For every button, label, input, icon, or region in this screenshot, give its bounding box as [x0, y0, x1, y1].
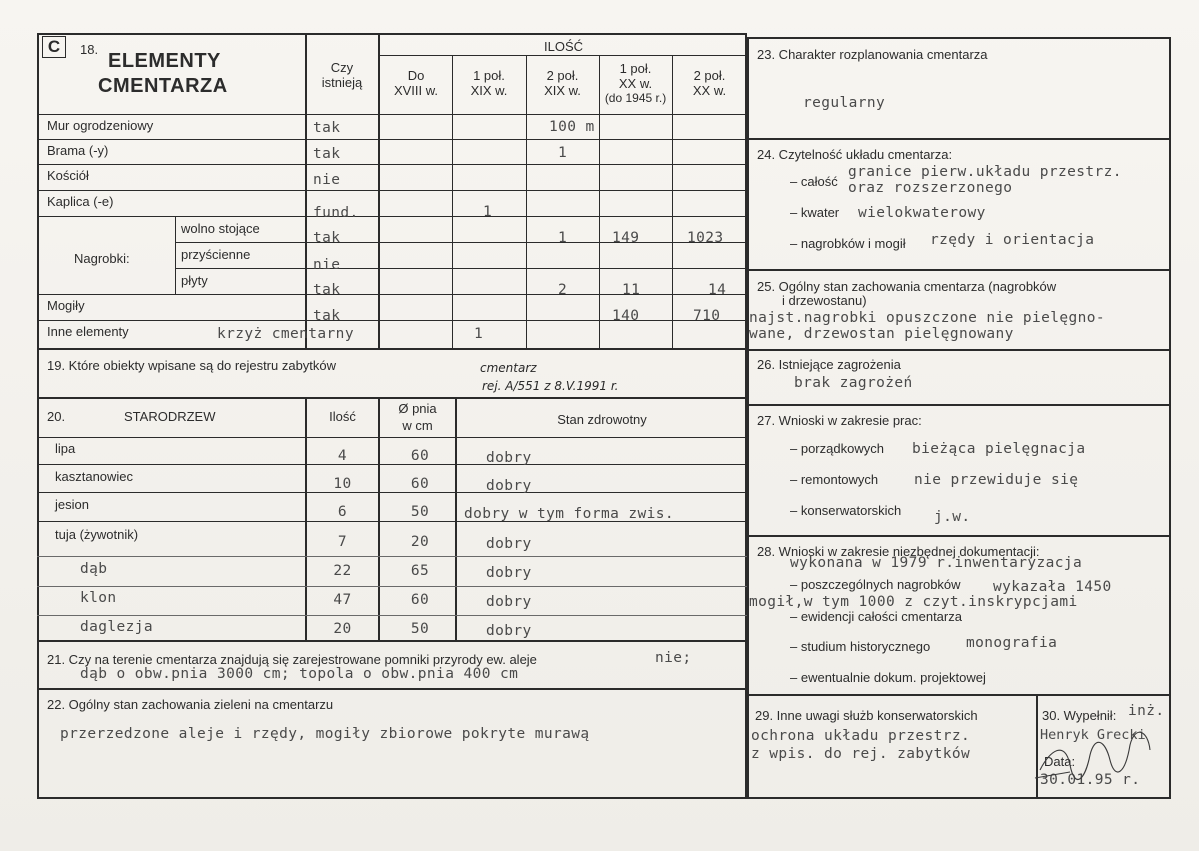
section18-title-line1: ELEMENTY [108, 50, 221, 72]
period-header-4-line3: (do 1945 r.) [604, 91, 667, 105]
row-label-kaplica: Kaplica (-e) [47, 194, 114, 209]
section27-item-label: – porządkowych [790, 441, 884, 456]
section25-label1: 25. Ogólny stan zachowania cmentarza (nagrobków [757, 279, 1057, 294]
tree-health: dobry w tym forma zwis. [464, 506, 674, 522]
row-plyty-p5: 14 [708, 282, 727, 298]
row-label-inne: Inne elementy [47, 324, 129, 339]
section28-label: 28. Wnioski w zakresie niezbędnej dokumentacji: [757, 544, 1040, 559]
row-wolno-p4: 149 [612, 230, 640, 246]
row-mogily-p4: 140 [612, 308, 640, 324]
period-header-3-line2: XIX w. [544, 83, 581, 98]
section28-item2-label: – ewidencji całości cmentarza [790, 609, 962, 624]
row-exists-mogily: tak [313, 308, 341, 324]
col-count-header: Ilość [329, 409, 356, 424]
tree-row-divider [37, 586, 747, 587]
section25-value2: wane, drzewostan pielęgnowany [749, 326, 1014, 342]
section24-nagrobkow-value: rzędy i orientacja [930, 232, 1095, 248]
section19-hand2: rej. A/551 z 8.V.1991 r. [482, 379, 619, 393]
tree-health: dobry [486, 536, 532, 552]
section27-item-value: nie przewiduje się [914, 472, 1079, 488]
row-exists-kaplica: fund. [313, 205, 359, 221]
section27-item-label: – konserwatorskich [790, 503, 902, 518]
section24-label: 24. Czytelność układu cmentarza: [757, 147, 953, 162]
period-header-4-line2: XX w. [618, 76, 653, 91]
section-letter-box [42, 36, 66, 58]
section21-label: 21. Czy na terenie cmentarza znajdują się zarejestrowane pomniki przyrody ew. aleje [47, 652, 537, 667]
row-label-kosciol: Kościół [47, 168, 89, 183]
period-header-2-line1: 1 poł. [473, 68, 505, 83]
section25-label2: i drzewostanu) [782, 293, 867, 308]
tree-count: 22 [333, 563, 352, 579]
period-header-3-line1: 2 poł. [546, 68, 579, 83]
section18-number: 18. [80, 42, 99, 57]
signature-scribble [1030, 710, 1160, 790]
section29-label: 29. Inne uwagi służb konserwatorskich [755, 708, 978, 723]
section24-kwater-value: wielokwaterowy [858, 205, 986, 221]
period-header-2-line2: XIX w. [470, 83, 508, 98]
section24-kwater-label: – kwater [790, 205, 840, 220]
tree-diameter: 65 [410, 563, 430, 579]
section30-value1: inż. [1128, 703, 1165, 719]
section24-calosc-value1: granice pierw.układu przestrz. [848, 164, 1122, 180]
tree-count: 7 [337, 534, 348, 550]
section24-nagrobkow-label: – nagrobków i mogił [790, 236, 906, 251]
section21-detail: dąb o obw.pnia 3000 cm; topola o obw.pnia 400 cm [80, 666, 519, 682]
section27-item-value: j.w. [934, 509, 971, 525]
row-kaplica-p2: 1 [483, 204, 493, 220]
row-mogily-p5: 710 [693, 308, 721, 324]
row-brama-p3: 1 [558, 145, 568, 161]
row-exists-plyty: tak [313, 282, 341, 298]
row-plyty-p4: 11 [622, 282, 641, 298]
row-label-mogily: Mogiły [47, 298, 85, 313]
section23-value: regularny [803, 95, 886, 111]
row-label-wolno: wolno stojące [181, 221, 260, 236]
col-diam-header-2: w cm [402, 418, 433, 433]
tree-name: jesion [55, 497, 89, 512]
section24-calosc-value2: oraz rozszerzonego [848, 180, 1013, 196]
section24-calosc-label: – całość [790, 174, 838, 189]
section22-label: 22. Ogólny stan zachowania zieleni na cmentarzu [47, 697, 334, 712]
row-label-przyscienne: przyścienne [181, 247, 251, 262]
section19-label: 19. Które obiekty wpisane są do rejestru zabytków [47, 358, 337, 373]
tree-name: dąb [80, 561, 108, 577]
tree-name: lipa [55, 441, 76, 456]
col-health-header: Stan zdrowotny [557, 412, 647, 427]
period-header-5-line2: XX w. [692, 83, 727, 98]
tree-count: 10 [333, 476, 352, 492]
row-mur-p3: 100 m [549, 119, 595, 135]
row-inne-p2: 1 [474, 326, 484, 342]
section20-title: STARODRZEW [124, 409, 216, 424]
section21-answer: nie; [655, 650, 692, 666]
tree-diameter: 20 [410, 534, 430, 550]
tree-name: daglezja [80, 619, 154, 635]
tree-diameter: 60 [410, 592, 430, 608]
nagrobki-label: Nagrobki: [74, 251, 130, 266]
tree-diameter: 50 [410, 621, 430, 637]
tree-row-divider [37, 556, 747, 557]
section27-label: 27. Wnioski w zakresie prac: [757, 413, 922, 428]
row-label-brama: Brama (-y) [47, 143, 109, 158]
section27-item-value: bieżąca pielęgnacja [912, 441, 1086, 457]
section20-number: 20. [47, 409, 66, 424]
tree-health: dobry [486, 565, 532, 581]
tree-health: dobry [486, 478, 532, 494]
tree-health: dobry [486, 594, 532, 610]
period-header-1-line1: Do [407, 68, 425, 83]
row-plyty-p3: 2 [558, 282, 568, 298]
section27-item-label: – remontowych [790, 472, 879, 487]
period-header-1-line2: XVIII w. [393, 83, 439, 98]
tree-health: dobry [486, 450, 532, 466]
tree-diameter: 60 [410, 448, 430, 464]
section19-hand1: cmentarz [480, 361, 537, 375]
tree-row-divider [37, 615, 747, 616]
tree-count: 4 [337, 448, 348, 464]
section28-item4-label: – ewentualnie dokum. projektowej [790, 670, 986, 685]
section28-typed3: mogił,w tym 1000 z czyt.inskrypcjami [749, 594, 1078, 610]
tree-name: klon [80, 590, 117, 606]
section30-value2: Henryk Grecki [1040, 727, 1146, 743]
section30-label: 30. Wypełnił: [1042, 708, 1117, 723]
tree-count: 47 [333, 592, 352, 608]
row-exists-brama: tak [313, 146, 341, 162]
period-header-5-line1: 2 poł. [693, 68, 726, 83]
row-label-plyty: płyty [181, 273, 208, 288]
row-exists-wolno: tak [313, 230, 341, 246]
row-exists-kosciol: nie [313, 172, 341, 188]
row-exists-przyscienne: nie [313, 257, 341, 273]
tree-health: dobry [486, 623, 532, 639]
section28-item3-label: – studium historycznego [790, 639, 931, 654]
tree-count: 20 [333, 621, 352, 637]
tree-name: tuja (żywotnik) [55, 527, 139, 542]
section28-item1-label: – poszczególnych nagrobków [790, 577, 961, 592]
row-label-mur: Mur ogrodzeniowy [47, 118, 154, 133]
col-exists-header: Czy istnieją [321, 60, 363, 90]
row-exists-mur: tak [313, 120, 341, 136]
col-diam-header-1: Ø pnia [398, 401, 437, 416]
section29-value2: z wpis. do rej. zabytków [751, 746, 971, 762]
tree-diameter: 50 [410, 504, 430, 520]
col-quantity-header: ILOŚĆ [543, 39, 583, 54]
section30-date-label: Data: [1044, 754, 1076, 769]
section28-typed1: wykonana w 1979 r.inwentaryzacja [790, 555, 1083, 571]
section26-label: 26. Istniejące zagrożenia [757, 357, 901, 372]
section18-title-line2: CMENTARZA [98, 75, 228, 97]
section29-value1: ochrona układu przestrz. [751, 728, 971, 744]
section30-date-value: 30.01.95 r. [1040, 772, 1141, 788]
row-wolno-p5: 1023 [687, 230, 724, 246]
section28-item3-value: monografia [966, 635, 1058, 651]
section22-value: przerzedzone aleje i rzędy, mogiły zbiorowe pokryte murawą [60, 726, 590, 742]
tree-name: kasztanowiec [55, 469, 134, 484]
section28-typed2: wykazała 1450 [993, 579, 1112, 595]
tree-diameter: 60 [410, 476, 430, 492]
section-letter: C [47, 37, 61, 56]
section25-value1: najst.nagrobki opuszczone nie pielęgno- [749, 310, 1106, 326]
section26-value: brak zagrożeń [794, 375, 913, 391]
period-header-4-line1: 1 poł. [619, 61, 652, 76]
row-wolno-p3: 1 [558, 230, 568, 246]
row-inne-value: krzyż cmentarny [217, 326, 354, 342]
tree-count: 6 [337, 504, 348, 520]
section23-label: 23. Charakter rozplanowania cmentarza [757, 47, 988, 62]
